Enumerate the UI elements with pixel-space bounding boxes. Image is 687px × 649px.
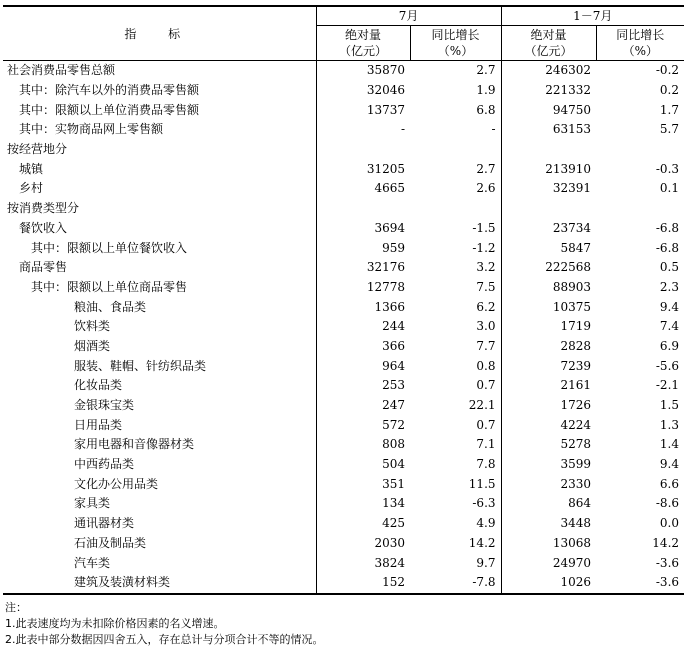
month-yoy-cell: 7.7 — [476, 338, 496, 353]
table-row — [3, 415, 684, 435]
ytd-yoy-cell: -6.8 — [655, 220, 680, 235]
ytd-yoy-cell: 9.4 — [659, 299, 680, 314]
ytd-yoy-cell: -0.3 — [655, 161, 680, 176]
row-label: 餐饮收入 — [3, 219, 316, 239]
ytd-yoy-cell: 1.7 — [659, 102, 680, 117]
note-1: 1.此表速度均为未扣除价格因素的名义增速。 — [5, 617, 225, 630]
table-row — [3, 278, 684, 298]
ytd-abs-cell: 2161 — [501, 376, 596, 396]
ytd-abs-cell: 213910 — [501, 159, 596, 179]
row-label: 商品零售 — [3, 258, 316, 278]
table-row — [3, 396, 684, 416]
table-row — [3, 100, 684, 120]
row-label: 石油及制品类 — [3, 534, 316, 554]
ytd-abs-cell: 1719 — [501, 317, 596, 337]
row-label: 通讯器材类 — [3, 514, 316, 534]
month-abs-cell: 253 — [382, 378, 405, 393]
month-abs-cell: 4665 — [374, 181, 405, 196]
table-row — [3, 61, 684, 81]
ytd-yoy-cell: 1.3 — [659, 417, 680, 432]
month-yoy-cell: 0.7 — [476, 417, 496, 432]
table-row — [3, 455, 684, 475]
month-abs-cell: 3824 — [374, 555, 405, 570]
ytd-yoy-cell: -5.6 — [655, 358, 680, 373]
row-label: 文化办公用品类 — [3, 474, 316, 494]
ytd-yoy-cell: 0.1 — [659, 181, 680, 196]
month-yoy-cell: 3.0 — [476, 319, 496, 334]
month-abs-cell — [316, 140, 410, 160]
month-yoy-cell: - — [491, 122, 496, 137]
month-yoy-cell: 22.1 — [468, 398, 496, 413]
month-abs-cell: 808 — [382, 437, 405, 452]
row-label: 家具类 — [3, 494, 316, 514]
ytd-abs-cell: 3599 — [501, 455, 596, 475]
table-row — [3, 337, 684, 357]
table-row — [3, 159, 684, 179]
notes-heading: 注： — [5, 601, 27, 614]
ytd-yoy-cell: 0.2 — [659, 83, 680, 98]
table-body — [3, 61, 684, 594]
note-2: 2.此表中部分数据因四舍五入，存在总计与分项合计不等的情况。 — [5, 633, 324, 646]
month-yoy-cell: 3.2 — [476, 260, 496, 275]
table-row — [3, 238, 684, 258]
table-row — [3, 514, 684, 534]
month-yoy-cell: 4.9 — [476, 516, 496, 531]
ytd-abs-cell: 2330 — [501, 474, 596, 494]
table-row — [3, 534, 684, 554]
table-row — [3, 258, 684, 278]
month-abs-cell: 1366 — [374, 299, 405, 314]
ytd-yoy-header: 同比增长 （%） — [596, 26, 684, 61]
row-label: 粮油、食品类 — [3, 297, 316, 317]
table-row — [3, 494, 684, 514]
ytd-yoy-cell: -0.2 — [655, 63, 680, 78]
month-yoy-cell: -1.2 — [472, 240, 496, 255]
ytd-yoy-cell: -6.8 — [655, 240, 680, 255]
month-yoy-cell: 7.1 — [476, 437, 496, 452]
ytd-yoy-cell: 1.5 — [659, 398, 680, 413]
ytd-abs-cell: 10375 — [501, 297, 596, 317]
table-row — [3, 356, 684, 376]
ytd-abs-cell: 63153 — [501, 120, 596, 140]
ytd-yoy-cell — [596, 140, 684, 160]
ytd-abs-cell: 7239 — [501, 356, 596, 376]
month-yoy-cell: 6.2 — [476, 299, 496, 314]
row-label: 城镇 — [3, 159, 316, 179]
ytd-abs-cell — [501, 140, 596, 160]
ytd-abs-cell — [501, 199, 596, 219]
ytd-yoy-cell: 2.3 — [659, 279, 680, 294]
row-label: 乡村 — [3, 179, 316, 199]
table-row — [3, 435, 684, 455]
ytd-abs-cell: 222568 — [501, 258, 596, 278]
month-abs-cell: 504 — [382, 457, 405, 472]
table-row — [3, 474, 684, 494]
ytd-abs-header: 绝对量 （亿元） — [501, 26, 596, 61]
ytd-abs-cell: 5278 — [501, 435, 596, 455]
ytd-yoy-cell: -3.6 — [596, 573, 684, 594]
month-yoy-cell: -6.3 — [472, 496, 496, 511]
ytd-yoy-cell: -8.6 — [655, 496, 680, 511]
month-yoy-cell — [410, 140, 501, 160]
ytd-yoy-cell: -2.1 — [655, 378, 680, 393]
ytd-abs-cell: 32391 — [501, 179, 596, 199]
table-row — [3, 179, 684, 199]
ytd-yoy-cell: -3.6 — [655, 555, 680, 570]
month-yoy-cell: -1.5 — [472, 220, 496, 235]
row-label: 金银珠宝类 — [3, 396, 316, 416]
retail-sales-table — [3, 5, 684, 595]
ytd-yoy-cell: 7.4 — [659, 319, 680, 334]
ytd-group-header: 1－7月 — [501, 6, 684, 26]
table-row — [3, 140, 684, 160]
month-abs-cell: 32046 — [366, 83, 405, 98]
table-row — [3, 81, 684, 101]
ytd-abs-cell: 1026 — [501, 573, 596, 594]
ytd-yoy-cell: 14.2 — [652, 535, 680, 550]
month-abs-cell: 31205 — [366, 161, 405, 176]
month-yoy-cell: 2.7 — [476, 161, 496, 176]
month-yoy-cell: 7.5 — [476, 279, 496, 294]
month-yoy-cell: -7.8 — [410, 573, 501, 594]
row-label: 按经营地分 — [3, 140, 316, 160]
month-yoy-header: 同比增长 （%） — [410, 26, 501, 61]
month-abs-header: 绝对量 （亿元） — [316, 26, 410, 61]
ytd-yoy-cell: 0.0 — [659, 516, 680, 531]
table-row — [3, 553, 684, 573]
ytd-yoy-cell — [596, 199, 684, 219]
table-row — [3, 219, 684, 239]
month-abs-cell: 2030 — [374, 535, 405, 550]
row-label: 饮料类 — [3, 317, 316, 337]
ytd-yoy-cell: 0.5 — [659, 260, 680, 275]
ytd-abs-cell: 221332 — [501, 81, 596, 101]
month-group-header: 7月 — [316, 6, 501, 26]
ytd-yoy-cell: 5.7 — [659, 122, 680, 137]
row-label: 按消费类型分 — [3, 199, 316, 219]
row-label: 家用电器和音像器材类 — [3, 435, 316, 455]
month-abs-cell: 964 — [382, 358, 405, 373]
ytd-abs-cell: 3448 — [501, 514, 596, 534]
row-label: 中西药品类 — [3, 455, 316, 475]
ytd-yoy-cell: 1.4 — [659, 437, 680, 452]
month-yoy-cell: 2.6 — [476, 181, 496, 196]
row-label: 汽车类 — [3, 553, 316, 573]
table-row — [3, 297, 684, 317]
month-yoy-cell: 0.7 — [476, 378, 496, 393]
ytd-abs-cell: 864 — [501, 494, 596, 514]
month-abs-cell: - — [400, 122, 405, 137]
row-label: 日用品类 — [3, 415, 316, 435]
month-abs-cell: 244 — [382, 319, 405, 334]
month-abs-cell: 13737 — [366, 102, 405, 117]
table-row — [3, 120, 684, 140]
month-abs-cell: 366 — [382, 338, 405, 353]
row-label: 其中：限额以上单位消费品零售额 — [3, 100, 316, 120]
table-row — [3, 376, 684, 396]
ytd-abs-cell: 94750 — [501, 100, 596, 120]
row-label: 其中：限额以上单位商品零售 — [3, 278, 316, 298]
month-yoy-cell: 11.5 — [468, 476, 496, 491]
month-abs-cell: 32176 — [366, 260, 405, 275]
month-abs-cell — [316, 199, 410, 219]
month-abs-cell: 425 — [382, 516, 405, 531]
month-yoy-cell: 14.2 — [468, 535, 496, 550]
ytd-abs-cell: 13068 — [501, 534, 596, 554]
month-abs-cell: 3694 — [374, 220, 405, 235]
table-row — [3, 573, 684, 594]
month-abs-cell: 351 — [382, 476, 405, 491]
ytd-yoy-cell: 9.4 — [659, 457, 680, 472]
row-label: 其中：限额以上单位餐饮收入 — [3, 238, 316, 258]
month-abs-cell: 572 — [382, 417, 405, 432]
ytd-abs-cell: 23734 — [501, 219, 596, 239]
row-label: 社会消费品零售总额 — [3, 61, 316, 81]
month-abs-cell: 959 — [382, 240, 405, 255]
retail-sales-table-container — [3, 5, 684, 595]
ytd-abs-cell: 24970 — [501, 553, 596, 573]
ytd-yoy-cell: 6.6 — [659, 476, 680, 491]
row-label: 服装、鞋帽、针纺织品类 — [3, 356, 316, 376]
row-label: 化妆品类 — [3, 376, 316, 396]
ytd-yoy-cell: 6.9 — [659, 338, 680, 353]
ytd-abs-cell: 88903 — [501, 278, 596, 298]
ytd-abs-cell: 4224 — [501, 415, 596, 435]
month-yoy-cell: 7.8 — [476, 457, 496, 472]
month-yoy-cell: 9.7 — [476, 555, 496, 570]
ytd-abs-cell: 2828 — [501, 337, 596, 357]
row-label: 烟酒类 — [3, 337, 316, 357]
table-notes — [5, 600, 324, 648]
month-abs-cell: 35870 — [366, 63, 405, 78]
ytd-abs-cell: 246302 — [501, 61, 596, 81]
month-abs-cell: 152 — [316, 573, 410, 594]
table-row — [3, 317, 684, 337]
row-label: 其中：除汽车以外的消费品零售额 — [3, 81, 316, 101]
month-abs-cell: 134 — [382, 496, 405, 511]
month-yoy-cell: 6.8 — [476, 102, 496, 117]
month-yoy-cell: 2.7 — [476, 63, 496, 78]
month-yoy-cell — [410, 199, 501, 219]
ytd-abs-cell: 1726 — [501, 396, 596, 416]
table-row — [3, 199, 684, 219]
row-label: 建筑及装潢材料类 — [3, 573, 316, 594]
row-label: 其中：实物商品网上零售额 — [3, 120, 316, 140]
month-abs-cell: 12778 — [366, 279, 405, 294]
month-abs-cell: 247 — [382, 398, 405, 413]
indicator-header: 指 标 — [3, 6, 316, 61]
month-yoy-cell: 1.9 — [476, 83, 496, 98]
ytd-abs-cell: 5847 — [501, 238, 596, 258]
month-yoy-cell: 0.8 — [476, 358, 496, 373]
